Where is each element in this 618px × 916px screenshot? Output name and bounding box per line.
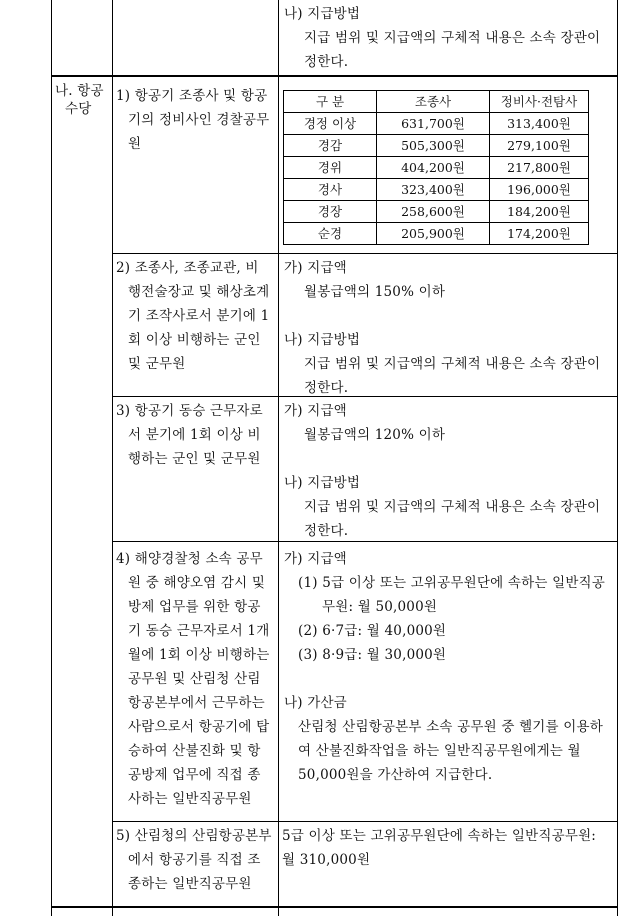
spacer [284, 447, 614, 471]
add-text: 50,000원을 가산하여 지급한다. [298, 767, 493, 783]
amount-text: (2) 6·7급: 월 40,000원 [298, 623, 447, 639]
rank-cell: 경위 [284, 157, 377, 179]
desc-line: 종하는 일반직공무원 [128, 876, 252, 892]
table-border-col1 [112, 0, 113, 916]
table-row [284, 201, 589, 223]
section-bottom-border [51, 906, 618, 908]
desc-line: 승하여 산불진화 및 항 [128, 743, 261, 759]
desc-line: 서 분기에 1회 이상 비 [128, 427, 261, 443]
content-text: 5급 이상 또는 고위공무원단에 속하는 일반직공무원: [282, 828, 597, 844]
row2-content [284, 256, 614, 400]
column-header: 구 분 [284, 91, 377, 113]
desc-line: 기의 정비사인 경찰공무 [128, 112, 270, 128]
mechanic-amount-cell: 279,100원 [490, 135, 589, 157]
desc-line: 원 중 해양오염 감시 및 [128, 575, 266, 591]
method-text: 지급 범위 및 지급액의 구체적 내용은 소속 장관이 [304, 499, 601, 515]
row1-description [116, 84, 276, 156]
amount-text: 월봉급액의 150% 이하 [304, 284, 446, 300]
add-text: 산림청 산림항공본부 소속 공무원 중 헬기를 이용하 [298, 719, 604, 735]
desc-line: 원 [128, 136, 142, 152]
desc-line: 행하는 군인 및 군무원 [128, 451, 261, 467]
method-heading: 나) 지급방법 [284, 6, 361, 22]
table-row [284, 223, 589, 245]
column-header: 조종사 [377, 91, 490, 113]
pilot-amount-cell: 631,700원 [377, 113, 490, 135]
mechanic-amount-cell: 174,200원 [490, 223, 589, 245]
table-header-row [284, 91, 589, 113]
desc-line: 3) 항공기 동승 근무자로 [116, 403, 263, 419]
column-header: 정비사·전탐사 [490, 91, 589, 113]
rank-cell: 순경 [284, 223, 377, 245]
method-text: 정한다. [304, 380, 349, 396]
desc-line: 사람으로서 항공기에 탑 [128, 719, 270, 735]
section-label [55, 82, 115, 118]
rank-cell: 경사 [284, 179, 377, 201]
desc-line: 기 조작사로서 분기에 1 [128, 308, 270, 324]
table-border-col2 [278, 0, 279, 916]
row-border-1 [112, 253, 618, 254]
add-heading: 나) 가산금 [284, 695, 347, 711]
desc-line: 에서 항공기를 직접 조 [128, 852, 261, 868]
desc-line: 월에 1회 이상 비행하는 [128, 647, 270, 663]
amount-text: (1) 5급 이상 또는 고위공무원단에 속하는 일반직공 [298, 575, 606, 591]
desc-line: 기 동승 근무자로서 1개 [128, 623, 270, 639]
desc-line: 4) 해양경찰청 소속 공무 [116, 551, 263, 567]
pilot-amount-cell: 205,900원 [377, 223, 490, 245]
spacer [284, 304, 614, 328]
row2-description [116, 256, 276, 376]
table-row [284, 157, 589, 179]
table-row [284, 179, 589, 201]
table-row [284, 113, 589, 135]
row3-description [116, 399, 276, 471]
desc-line: 회 이상 비행하는 군인 [128, 332, 261, 348]
desc-line: 항공본부에서 근무하는 [128, 695, 265, 711]
row4-description [116, 547, 276, 811]
pilot-amount-cell: 258,600원 [377, 201, 490, 223]
row5-description [116, 824, 276, 896]
mechanic-amount-cell: 217,800원 [490, 157, 589, 179]
section-top-border [51, 75, 618, 77]
table-row [284, 135, 589, 157]
desc-line: 1) 항공기 조종사 및 항공 [116, 88, 268, 104]
desc-line: 방제 업무를 위한 항공 [128, 599, 261, 615]
desc-line: 5) 산림청의 산림항공본부 [116, 828, 272, 844]
method-text: 지급 범위 및 지급액의 구체적 내용은 소속 장관이 [304, 356, 601, 372]
row-border-4 [112, 821, 618, 822]
amount-text: (3) 8·9급: 월 30,000원 [298, 647, 447, 663]
section-label-line: 나. 항공 [55, 83, 104, 99]
rank-cell: 경장 [284, 201, 377, 223]
desc-line: 및 군무원 [128, 356, 186, 372]
spacer [284, 667, 614, 691]
method-text: 정한다. [304, 523, 349, 539]
row3-content [284, 399, 614, 543]
row4-content [284, 547, 614, 787]
desc-line: 사하는 일반직공무원 [128, 791, 252, 807]
rank-cell: 경정 이상 [284, 113, 377, 135]
desc-line: 2) 조종사, 조종교관, 비 [116, 260, 259, 276]
desc-line: 공방제 업무에 직접 종 [128, 767, 261, 783]
mechanic-amount-cell: 184,200원 [490, 201, 589, 223]
allowance-rate-table [283, 90, 589, 245]
content-text: 월 310,000원 [282, 852, 371, 868]
add-text: 여 산불진화작업을 하는 일반직공무원에게는 월 [298, 743, 581, 759]
amount-heading: 가) 지급액 [284, 551, 347, 567]
amount-heading: 가) 지급액 [284, 403, 347, 419]
table-border-left [51, 0, 52, 916]
method-heading: 나) 지급방법 [284, 332, 361, 348]
mechanic-amount-cell: 313,400원 [490, 113, 589, 135]
method-text: 정한다. [304, 54, 349, 70]
rank-cell: 경감 [284, 135, 377, 157]
pilot-amount-cell: 505,300원 [377, 135, 490, 157]
method-heading: 나) 지급방법 [284, 475, 361, 491]
amount-heading: 가) 지급액 [284, 260, 347, 276]
method-text: 지급 범위 및 지급액의 구체적 내용은 소속 장관이 [304, 30, 601, 46]
amount-text: 무원: 월 50,000원 [322, 599, 438, 615]
desc-line: 행전술장교 및 해상초계 [128, 284, 270, 300]
pilot-amount-cell: 404,200원 [377, 157, 490, 179]
row5-content [282, 824, 616, 872]
pilot-amount-cell: 323,400원 [377, 179, 490, 201]
amount-text: 월봉급액의 120% 이하 [304, 427, 446, 443]
desc-line: 공무원 및 산림청 산림 [128, 671, 261, 687]
section-label-line: 수당 [65, 101, 92, 117]
top-method-block [284, 2, 614, 74]
mechanic-amount-cell: 196,000원 [490, 179, 589, 201]
